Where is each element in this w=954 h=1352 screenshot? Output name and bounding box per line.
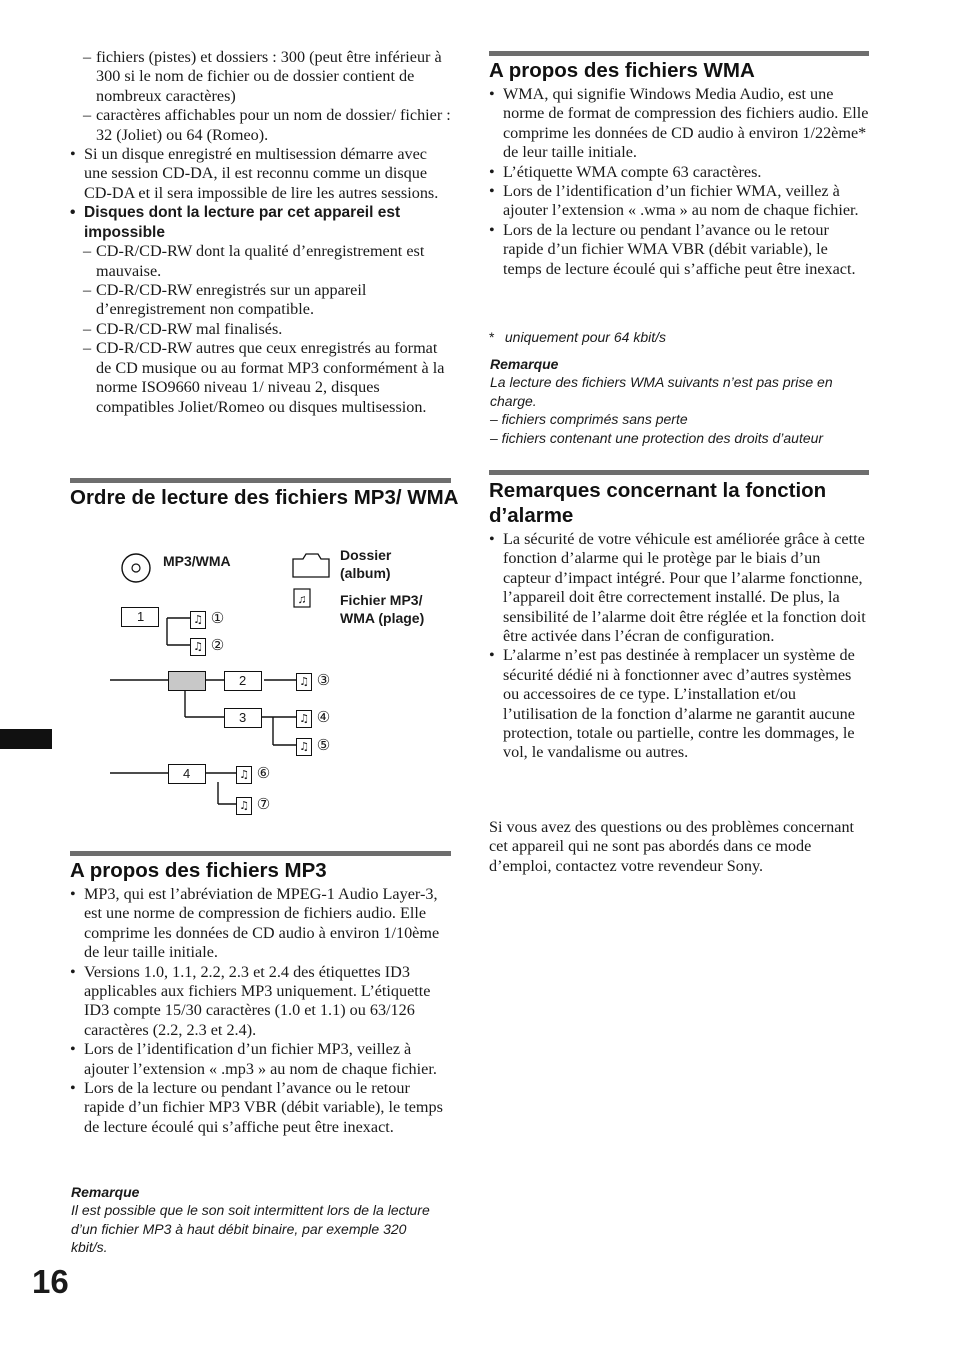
list-item: • Versions 1.0, 1.1, 2.2, 2.3 et 2.4 des étiquettes ID3 applicables aux fichiers MP3 uniquement. L’étiquette ID3 compte 15/30 caractères (1.0 et 1.1) ou 63/126 caractères (2.2, 2.3 et 2.4). bbox=[70, 963, 452, 1041]
wma-footnote bbox=[489, 328, 870, 347]
legend-file-label: Fichier MP3/ WMA (plage) bbox=[340, 592, 425, 626]
track-6 bbox=[236, 764, 270, 784]
section-rule bbox=[70, 478, 451, 483]
track-7 bbox=[236, 795, 270, 815]
folder-number: 1 bbox=[137, 609, 145, 624]
section-rule bbox=[70, 851, 451, 856]
track-number: ⑥ bbox=[256, 764, 271, 782]
note-title: Remarque bbox=[71, 1184, 140, 1200]
list-item: • Si un disque enregistré en multisession démarre avec une session CD-DA, il est reconnu comme un disque CD-DA et il sera impossible de lire les autres sessions. bbox=[70, 145, 452, 203]
root-label: MP3/WMA bbox=[163, 553, 231, 569]
list-item: – CD-R/CD-RW autres que ceux enregistrés au format de CD musique ou au format MP3 conformément à la norme ISO9660 niveau 1/ niveau 2, disques compatibles Joliet/Romeo ou disques multisession. bbox=[70, 339, 452, 417]
diagram-svg bbox=[110, 545, 450, 835]
note-text: Il est possible que le son soit intermittent lors de la lecture d’un fichier MP3 à haut débit binaire, par exemple 320 kbit/s. bbox=[71, 1202, 430, 1255]
music-file-icon: ♫ bbox=[190, 638, 206, 656]
list-item: – CD-R/CD-RW enregistrés sur un appareil d’enregistrement non compatible. bbox=[70, 281, 452, 320]
list-item: – CD-R/CD-RW mal finalisés. bbox=[70, 320, 452, 339]
track-1 bbox=[190, 609, 224, 629]
list-item: – caractères affichables pour un nom de dossier/ fichier : 32 (Joliet) ou 64 (Romeo). bbox=[70, 106, 452, 145]
folder-root-highlight bbox=[168, 671, 206, 691]
list-item: • MP3, qui est l’abréviation de MPEG-1 Audio Layer-3, est une norme de compression de fichiers audio. Elle comprime les données de CD audio à environ 1/10ème de leur taille initiale. bbox=[70, 885, 452, 963]
music-file-icon: ♫ bbox=[236, 766, 252, 784]
list-item: • L’étiquette WMA compte 63 caractères. bbox=[489, 163, 870, 182]
music-file-icon: ♫ bbox=[296, 738, 312, 756]
track-3 bbox=[296, 671, 330, 691]
note-text: La lecture des fichiers WMA suivants n’est pas prise en charge. bbox=[490, 374, 833, 409]
folder-1 bbox=[121, 607, 159, 627]
track-number: ② bbox=[210, 636, 225, 654]
closing-paragraph: Si vous avez des questions ou des problèmes concernant cet appareil qui ne sont pas abordés dans ce mode d’emploi, contactez votre revendeur Sony. bbox=[489, 818, 855, 875]
track-2 bbox=[190, 636, 224, 656]
footnote-mark: * bbox=[489, 329, 495, 345]
section-rule bbox=[489, 470, 869, 475]
legend-folder-label: Dossier (album) bbox=[340, 547, 392, 581]
music-file-icon: ♫ bbox=[190, 611, 206, 629]
folder-number: 4 bbox=[183, 766, 191, 781]
folder-number: 2 bbox=[239, 673, 247, 688]
disc-icon bbox=[122, 554, 150, 582]
section-rule bbox=[489, 51, 869, 56]
alarm-list bbox=[489, 530, 870, 763]
track-number: ⑦ bbox=[256, 795, 271, 813]
svg-text:♫: ♫ bbox=[297, 592, 307, 606]
wma-list bbox=[489, 85, 870, 279]
folder-2 bbox=[224, 671, 262, 691]
section-title-mp3: A propos des fichiers MP3 bbox=[70, 859, 327, 882]
mp3-note bbox=[71, 1183, 441, 1257]
list-item: • Lors de l’identification d’un fichier WMA, veillez à ajouter l’extension « .wma » au nom de chaque fichier. bbox=[489, 182, 870, 221]
section-title-order: Ordre de lecture des fichiers MP3/ WMA bbox=[70, 486, 459, 509]
folder-icon bbox=[293, 554, 329, 577]
note-item: – fichiers contenant une protection des droits d’auteur bbox=[490, 429, 824, 446]
list-item: • Disques dont la lecture par cet appareil est impossible bbox=[70, 203, 452, 242]
list-item: – CD-R/CD-RW dont la qualité d’enregistrement est mauvaise. bbox=[70, 242, 452, 281]
track-number: ③ bbox=[316, 671, 331, 689]
note-title: Remarque bbox=[490, 356, 559, 372]
track-number: ① bbox=[210, 609, 225, 627]
folder-4 bbox=[168, 764, 206, 784]
note-item: – fichiers comprimés sans perte bbox=[490, 411, 688, 427]
music-file-icon bbox=[294, 589, 310, 607]
list-item: • L’alarme n’est pas destinée à remplacer un système de sécurité dédié ni à fonctionner avec d’autres systèmes ou accessoires de ce type. L’installation et/ou l’utilisation de la fonction d’alarme ne garantit aucune protection, totale ou partielle, contre les dommages, le vol, le vandalisme ou autres. bbox=[489, 646, 870, 762]
music-file-icon: ♫ bbox=[296, 673, 312, 691]
section-title-wma: A propos des fichiers WMA bbox=[489, 59, 755, 82]
section-title-alarm: Remarques concernant la fonction d’alarme bbox=[489, 479, 827, 527]
music-file-icon: ♫ bbox=[296, 710, 312, 728]
track-5 bbox=[296, 736, 330, 756]
track-4 bbox=[296, 708, 330, 728]
playback-order-diagram bbox=[110, 545, 450, 835]
list-item: – fichiers (pistes) et dossiers : 300 (peut être inférieur à 300 si le nom de fichier ou de dossier contient de nombreux caractères) bbox=[70, 48, 452, 106]
list-item: • Lors de la lecture ou pendant l’avance ou le retour rapide d’un fichier MP3 VBR (débit variable), le temps de lecture écoulé qui s’affiche peut être inexact. bbox=[70, 1079, 452, 1137]
wma-note bbox=[490, 355, 871, 447]
list-item: • Lors de l’identification d’un fichier MP3, veillez à ajouter l’extension « .mp3 » au nom de chaque fichier. bbox=[70, 1040, 452, 1079]
track-number: ④ bbox=[316, 708, 331, 726]
intro-block bbox=[70, 48, 452, 417]
page-number: 16 bbox=[32, 1263, 69, 1300]
track-number: ⑤ bbox=[316, 736, 331, 754]
music-file-icon: ♫ bbox=[236, 797, 252, 815]
list-item: • La sécurité de votre véhicule est améliorée grâce à cette fonction d’alarme qui le protège par le biais d’un capteur d’impact intégré. Pour que l’alarme fonctionne, l’appareil doit être correctement installé. De plus, la sensibilité de l’alarme doit être réglée et la fonction doit être activée dans l’écran de configuration. bbox=[489, 530, 870, 646]
list-item: • WMA, qui signifie Windows Media Audio, est une norme de format de compression des fichiers audio. Elle comprime les données de CD audio à environ 1/22ème* de leur taille initiale. bbox=[489, 85, 870, 163]
list-item: • Lors de la lecture ou pendant l’avance ou le retour rapide d’un fichier WMA VBR (débit variable), le temps de lecture écoulé qui s’affiche peut être inexact. bbox=[489, 221, 870, 279]
side-tab-marker bbox=[0, 729, 52, 749]
folder-3 bbox=[224, 708, 262, 728]
folder-number: 3 bbox=[239, 710, 247, 725]
mp3-list bbox=[70, 885, 452, 1137]
footnote-text: uniquement pour 64 kbit/s bbox=[504, 329, 666, 345]
